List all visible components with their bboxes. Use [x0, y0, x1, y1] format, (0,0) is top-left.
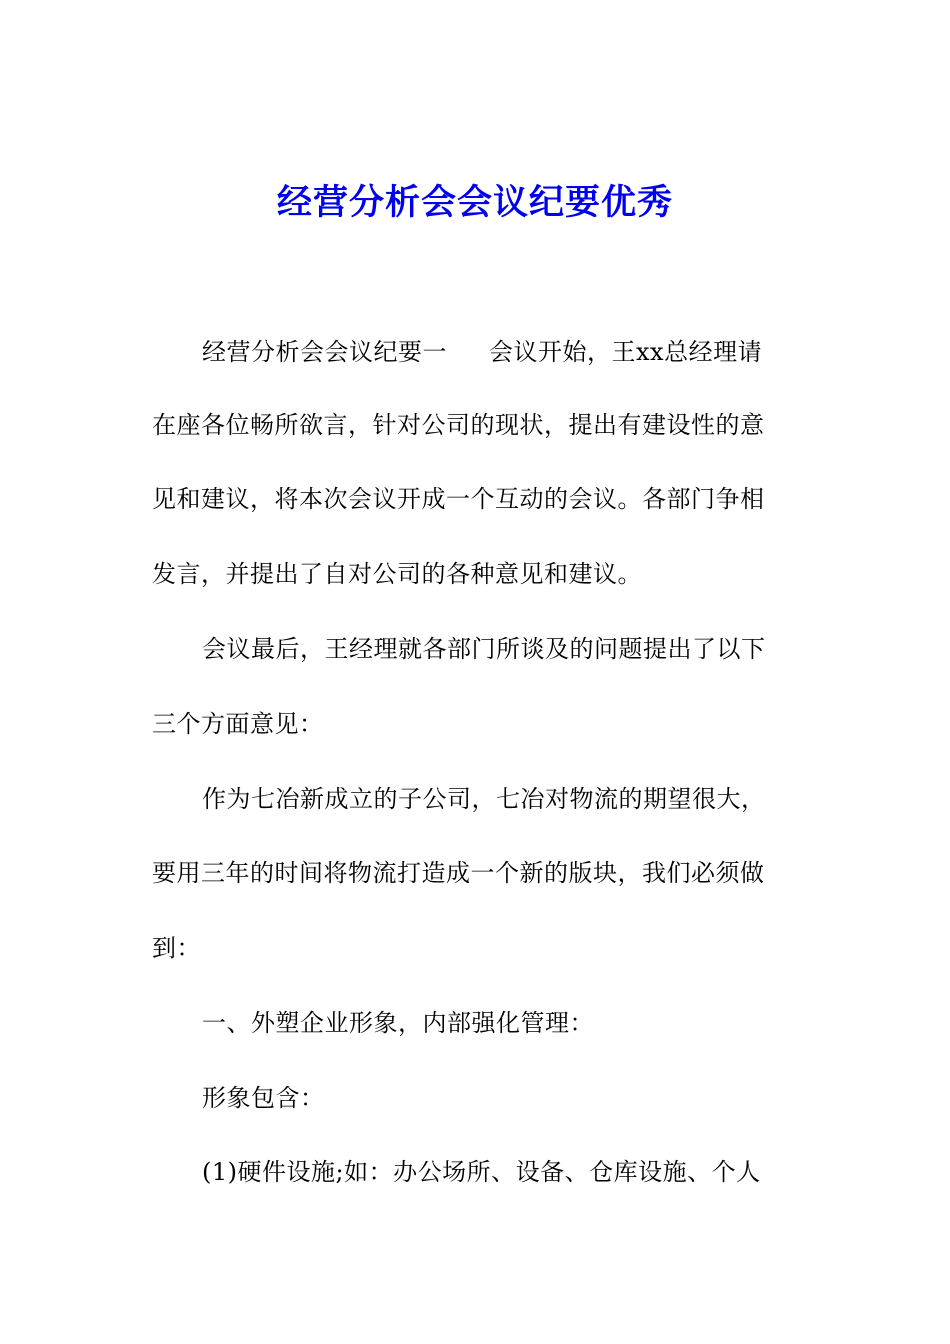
paragraph-heading: 经营分析会会议纪要一 [202, 338, 447, 366]
paragraph-line: 会议最后，王经理就各部门所谈及的问题提出了以下 [202, 635, 766, 663]
paragraph-line: (1)硬件设施;如：办公场所、设备、仓库设施、个人 [202, 1158, 761, 1186]
paragraph-line: 三个方面意见： [152, 710, 324, 738]
paragraph-text: 会议开始，王xx总经理请 [489, 338, 763, 366]
paragraph-line: 要用三年的时间将物流打造成一个新的版块，我们必须做 [152, 859, 765, 887]
paragraph-line: 见和建议，将本次会议开成一个互动的会议。各部门争相 [152, 485, 765, 513]
document-title: 经营分析会会议纪要优秀 [276, 183, 673, 223]
paragraph-line: 到： [152, 934, 201, 962]
paragraph-line: 作为七冶新成立的子公司，七冶对物流的期望很大， [202, 785, 766, 813]
paragraph-line [202, 336, 852, 368]
paragraph-line: 在座各位畅所欲言，针对公司的现状，提出有建设性的意 [152, 411, 765, 439]
paragraph-line: 发言，并提出了自对公司的各种意见和建议。 [152, 560, 642, 588]
paragraph-line: 形象包含： [202, 1084, 325, 1112]
paragraph-line: 一、外塑企业形象，内部强化管理： [202, 1009, 594, 1037]
